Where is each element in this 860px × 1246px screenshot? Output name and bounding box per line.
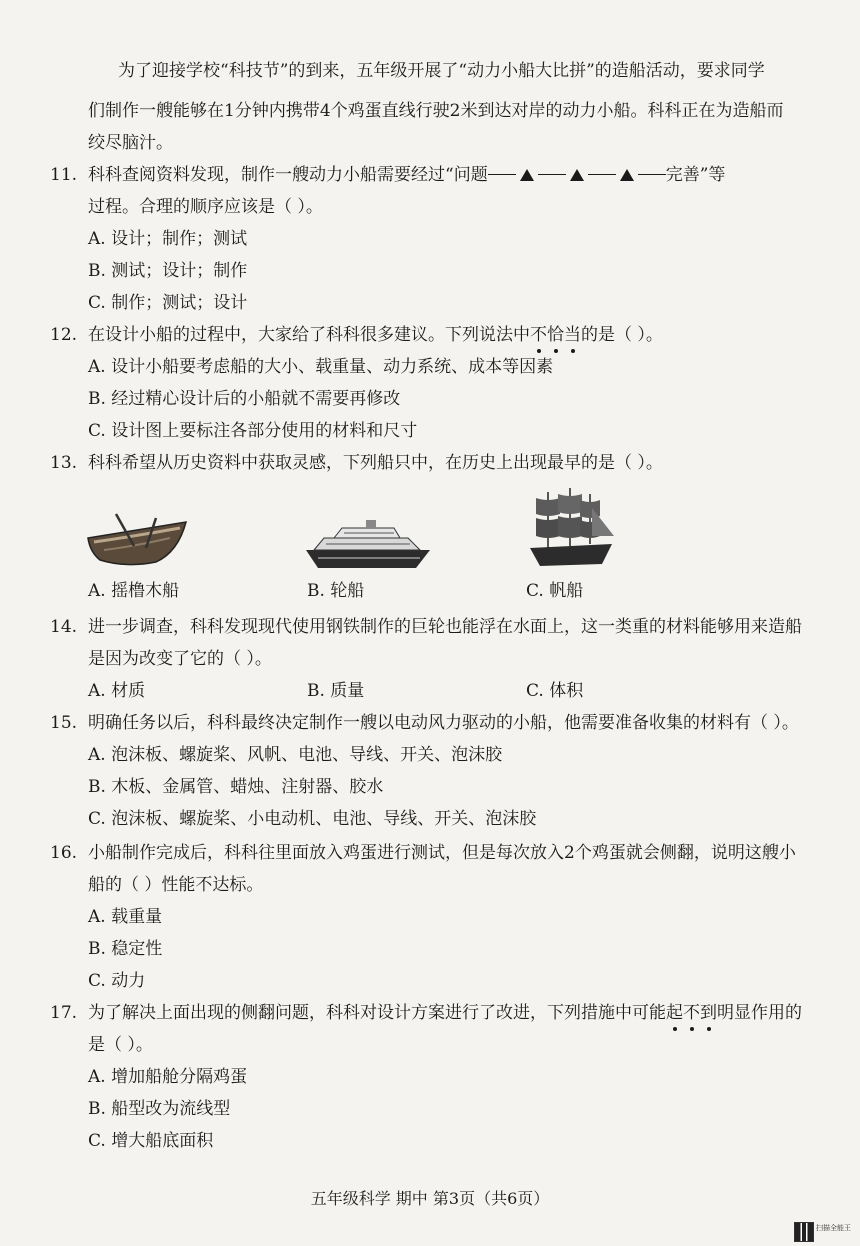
question-number-13: 13. bbox=[50, 453, 78, 473]
q15-option-c: C. 泡沫板、螺旋桨、小电动机、电池、导线、开关、泡沫胶 bbox=[88, 809, 537, 829]
q11-option-c: C. 制作；测试；设计 bbox=[88, 293, 248, 313]
emphasis-char: 起 bbox=[666, 1003, 683, 1023]
emphasis-char: 不 bbox=[530, 325, 547, 345]
q17-stem-line-1 bbox=[88, 1002, 802, 1024]
blank-triangle-icon bbox=[570, 169, 584, 181]
q17-stem-part-a: 为了解决上面出现的侧翻问题，科科对设计方案进行了改进，下列措施中可能 bbox=[88, 1003, 666, 1023]
q13-stem: 科科希望从历史资料中获取灵感，下列船只中，在历史上出现最早的是（ ）。 bbox=[88, 453, 663, 473]
question-number-17: 17. bbox=[50, 1003, 78, 1023]
q17-option-a: A. 增加船舱分隔鸡蛋 bbox=[88, 1067, 248, 1087]
q13-option-b: B. 轮船 bbox=[307, 581, 365, 601]
q14-stem-line-1: 进一步调查，科科发现现代使用钢铁制作的巨轮也能浮在水面上，这一类重的材料能够用来造船 bbox=[88, 617, 802, 637]
dash-line bbox=[588, 174, 616, 175]
q15-stem: 明确任务以后，科科最终决定制作一艘以电动风力驱动的小船，他需要准备收集的材料有（ ）。 bbox=[88, 713, 799, 733]
intro-line-2: 们制作一艘能够在1分钟内携带4个鸡蛋直线行驶2米到达对岸的动力小船。科科正在为造船而 bbox=[88, 101, 784, 121]
cruise-ship-icon bbox=[304, 520, 432, 572]
q17-option-b: B. 船型改为流线型 bbox=[88, 1099, 231, 1119]
q12-stem-part-b: 的是（ ）。 bbox=[581, 325, 663, 345]
dash-line bbox=[538, 174, 566, 175]
q11-option-b: B. 测试；设计；制作 bbox=[88, 261, 248, 281]
emphasis-char: 当 bbox=[564, 325, 581, 345]
q11-option-a: A. 设计；制作；测试 bbox=[88, 229, 248, 249]
q11-stem-line-2: 过程。合理的顺序应该是（ ）。 bbox=[88, 197, 323, 217]
q11-stem-part-a: 科科查阅资料发现，制作一艘动力小船需要经过“问题 bbox=[88, 165, 488, 185]
q14-option-b: B. 质量 bbox=[307, 681, 365, 701]
q14-option-c: C. 体积 bbox=[526, 681, 584, 701]
q16-option-c: C. 动力 bbox=[88, 971, 146, 991]
question-number-11: 11. bbox=[50, 165, 78, 185]
emphasis-char: 恰 bbox=[547, 325, 564, 345]
q17-stem-line-2: 是（ ）。 bbox=[88, 1035, 153, 1055]
question-number-14: 14. bbox=[50, 617, 78, 637]
rowboat-icon bbox=[86, 512, 188, 568]
q13-option-a: A. 摇橹木船 bbox=[88, 581, 180, 601]
q15-option-a: A. 泡沫板、螺旋桨、风帆、电池、导线、开关、泡沫胶 bbox=[88, 745, 503, 765]
q16-stem-line-1: 小船制作完成后，科科往里面放入鸡蛋进行测试，但是每次放入2个鸡蛋就会侧翻，说明这艘小 bbox=[88, 843, 796, 863]
sailing-ship-icon bbox=[526, 486, 616, 572]
q12-option-c: C. 设计图上要标注各部分使用的材料和尺寸 bbox=[88, 421, 418, 441]
intro-line-3: 绞尽脑汁。 bbox=[88, 133, 173, 153]
q16-stem-line-2: 船的（ ）性能不达标。 bbox=[88, 875, 264, 895]
q17-stem-part-b: 明显作用的 bbox=[717, 1003, 802, 1023]
q12-stem bbox=[88, 324, 663, 346]
q12-stem-part-a: 在设计小船的过程中，大家给了科科很多建议。下列说法中 bbox=[88, 325, 530, 345]
q12-option-b: B. 经过精心设计后的小船就不需要再修改 bbox=[88, 389, 401, 409]
page-footer: 五年级科学 期中 第3页（共6页） bbox=[310, 1189, 550, 1208]
q14-option-a: A. 材质 bbox=[88, 681, 146, 701]
q16-option-b: B. 稳定性 bbox=[88, 939, 163, 959]
q11-stem-line-1 bbox=[88, 164, 725, 186]
q12-option-a: A. 设计小船要考虑船的大小、载重量、动力系统、成本等因素 bbox=[88, 357, 554, 377]
q16-option-a: A. 载重量 bbox=[88, 907, 163, 927]
q11-stem-part-b: 完善”等 bbox=[665, 165, 726, 185]
q15-option-b: B. 木板、金属管、蜡烛、注射器、胶水 bbox=[88, 777, 384, 797]
blank-triangle-icon bbox=[520, 169, 534, 181]
blank-triangle-icon bbox=[620, 169, 634, 181]
question-number-12: 12. bbox=[50, 325, 78, 345]
question-number-16: 16. bbox=[50, 843, 78, 863]
dash-line bbox=[638, 174, 666, 175]
qr-code-icon bbox=[794, 1222, 814, 1242]
q14-stem-line-2: 是因为改变了它的（ ）。 bbox=[88, 649, 272, 669]
intro-line-1: 为了迎接学校“科技节”的到来，五年级开展了“动力小船大比拼”的造船活动，要求同学 bbox=[118, 61, 765, 81]
dash-line bbox=[488, 174, 516, 175]
q17-option-c: C. 增大船底面积 bbox=[88, 1131, 214, 1151]
scanner-watermark: 扫描全能王 bbox=[816, 1224, 851, 1232]
emphasis-char: 不 bbox=[683, 1003, 700, 1023]
question-number-15: 15. bbox=[50, 713, 78, 733]
q13-option-c: C. 帆船 bbox=[526, 581, 584, 601]
emphasis-char: 到 bbox=[700, 1003, 717, 1023]
